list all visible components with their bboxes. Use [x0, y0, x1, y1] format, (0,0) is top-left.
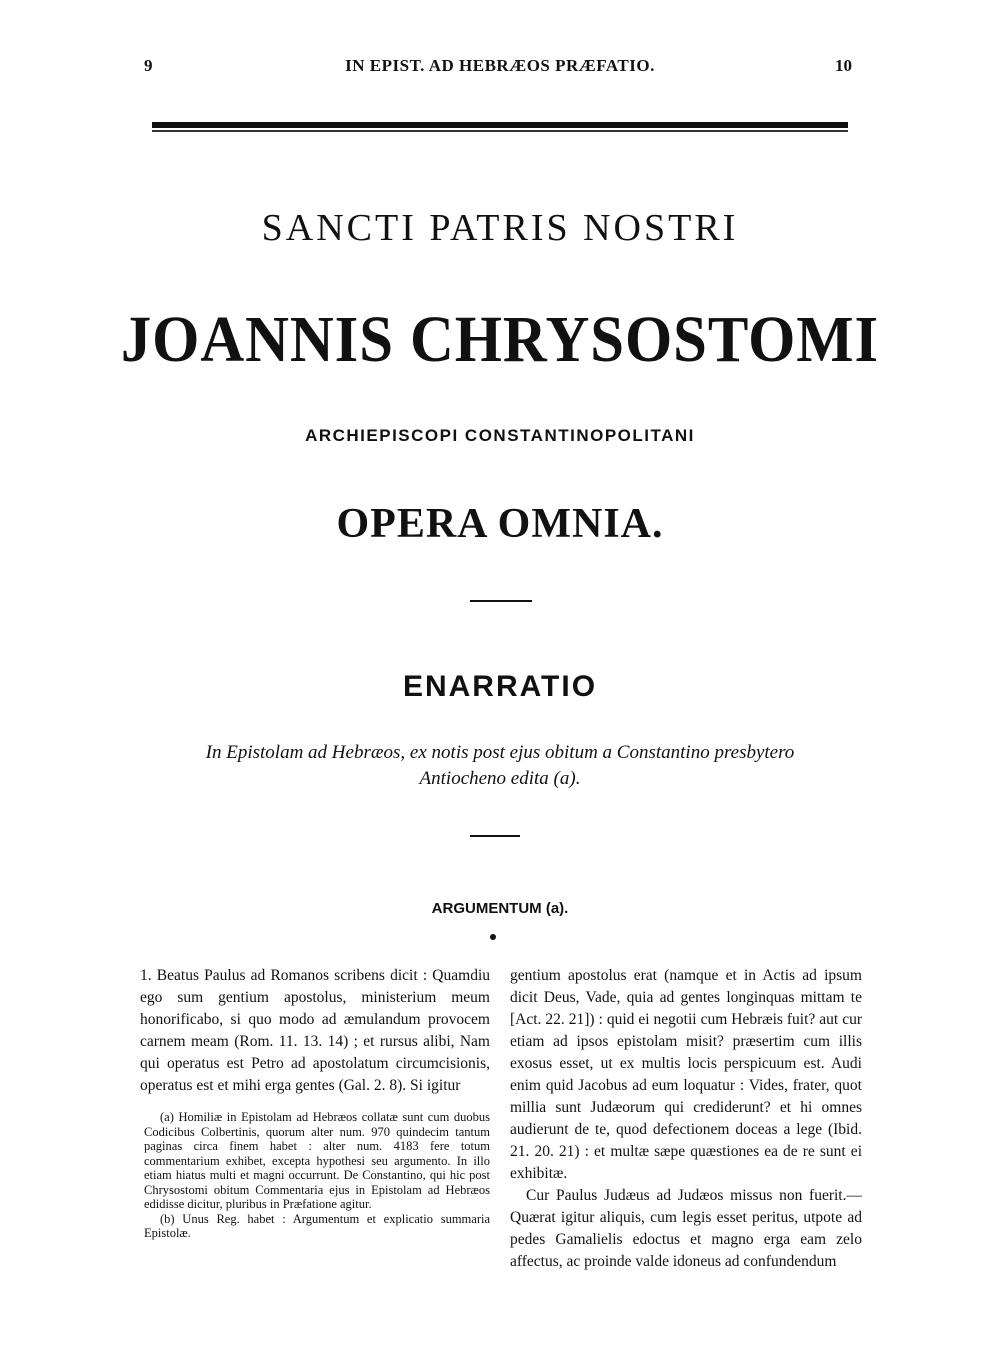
title-line-1: SANCTI PATRIS NOSTRI — [261, 207, 739, 249]
ornament-dot — [490, 934, 496, 940]
running-header — [140, 56, 860, 86]
page-number-right: 10 — [835, 56, 852, 75]
subtitle-line-1: In Epistolam ad Hebræos, ex notis post ejus obitum a Constantino presbytero — [205, 742, 795, 763]
header-rule-thick — [152, 122, 848, 128]
subtitle-line-2: Antiocheno edita (a). — [419, 768, 581, 789]
body-left-paragraph: 1. Beatus Paulus ad Romanos scribens dicit : Quamdiu ego sum gentium apostolus, ministerium meum honorificabo, si quo modo ad æmulandum provocem carnem meam (Rom. 11. 13. 14) ; et rursus alibi, Nam qui operatus est Petro ad apostolatum circumcisionis, operatus est et mihi erga gentes (Gal. 2. 8). Si igitur — [140, 967, 490, 1094]
section-subtitle — [0, 740, 1000, 792]
page-number-left: 9 — [144, 56, 153, 75]
header-rule-thin — [152, 130, 848, 132]
title-opera-omnia: OPERA OMNIA. — [336, 501, 664, 547]
divider-rule-2 — [470, 835, 520, 837]
section-heading: ENARRATIO — [402, 670, 598, 703]
body-column-right — [510, 965, 862, 1273]
footnotes — [144, 1110, 490, 1241]
title-author: JOANNIS CHRYSOSTOMI — [120, 303, 880, 376]
body-column-left — [140, 965, 490, 1097]
running-title: IN EPIST. AD HEBRÆOS PRÆFATIO. — [345, 56, 655, 75]
footnote-b: (b) Unus Reg. habet : Argumentum et explicatio summaria Epistolæ. — [144, 1211, 490, 1240]
body-right-paragraph-2: Cur Paulus Judæus ad Judæos missus non fuerit.— Quærat igitur aliquis, cum legis esset peritus, utpote ad pedes Gamalielis edoctus et magno erga eam zelo affectus, ac proinde valde idoneus ad confundendum — [510, 1187, 862, 1270]
divider-rule-1 — [470, 600, 532, 602]
footnote-a: (a) Homiliæ in Epistolam ad Hebræos collatæ sunt cum duobus Codicibus Colbertinis, quorum alter num. 970 quindecim tantum paginas circa finem habet : alter num. 4183 fere totum commentarium exhibet, excepta hypothesi seu argumento. In illo etiam hiatus multi et magni occurrunt. De Constantino, qui hic post Chrysostomi obitum Commentaria ejus in Epistolam ad Hebræos edidisse dicitur, pluribus in Præfatione agitur. — [144, 1110, 490, 1211]
body-right-paragraph-1: gentium apostolus erat (namque et in Actis ad ipsum dicit Deus, Vade, quia ad gentes longinquas mittam te [Act. 22. 21]) : quid ei negotii cum Hebræis fuit? aut cur etiam ad ipsos epistolam misit? præsertim cum illis exosus esset, ut ex multis locis perspicuum est. Audi enim quid Jacobus ad eum loquatur : Vides, frater, quot millia sunt Judæorum qui crediderunt? et hi omnes audierunt de te, quod defectionem doceas a lege (Ibid. 21. 20. 21) : et multæ sæpe quæstiones ea de re sunt ei exhibitæ. — [510, 967, 862, 1182]
argumentum-heading: ARGUMENTUM (a). — [431, 900, 569, 917]
title-line-3: ARCHIEPISCOPI CONSTANTINOPOLITANI — [305, 426, 695, 445]
